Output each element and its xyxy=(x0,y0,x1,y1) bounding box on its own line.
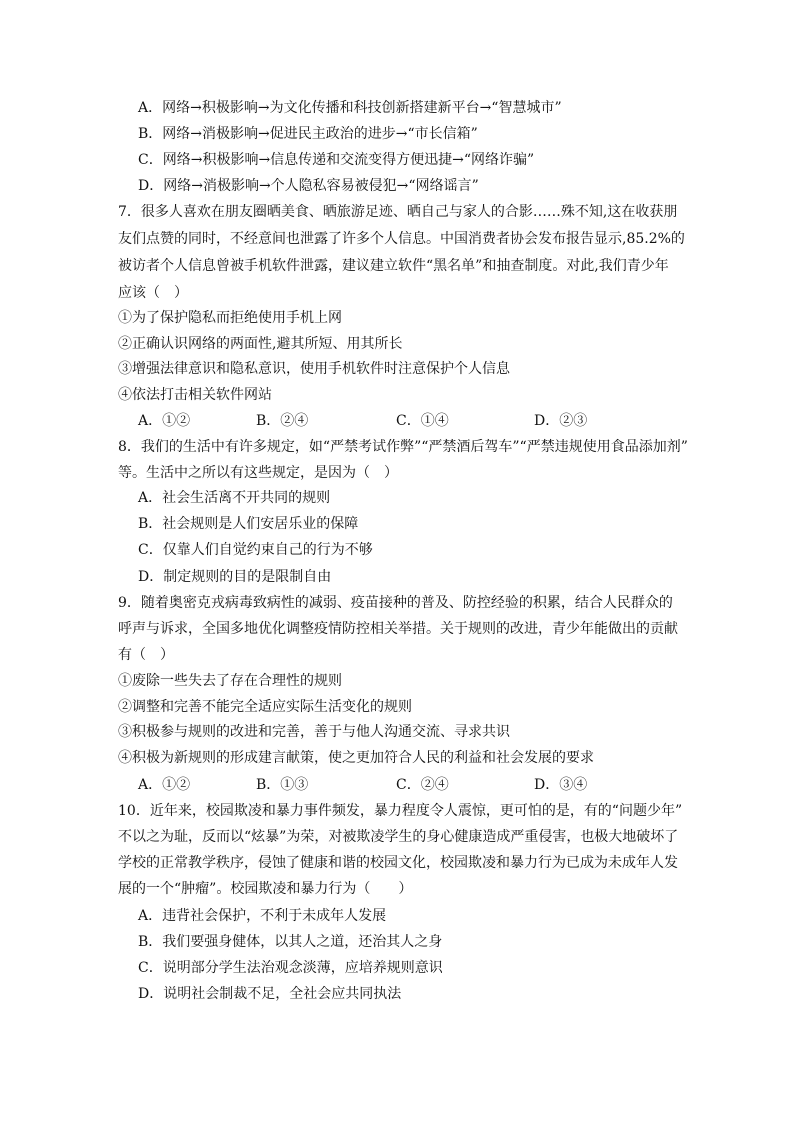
q10-option-b[interactable]: B．我们要强身健体，以其人之道，还治其人之身 xyxy=(138,934,443,950)
q7-item: ②正确认识网络的两面性,避其所短、用其所长 xyxy=(118,336,403,352)
q9-stem-line: 9．随着奥密克戎病毒致病性的减弱、疫苗接种的普及、防控经验的积累，结合人民群众的 xyxy=(118,595,673,611)
q8-option-b[interactable]: B．社会规则是人们安居乐业的保障 xyxy=(138,516,359,532)
q7-stem-line: 友们点赞的同时，不经意间也泄露了许多个人信息。中国消费者协会发布报告显示,85.2%的 xyxy=(118,231,685,247)
q10-option-a[interactable]: A．违背社会保护，不利于未成年人发展 xyxy=(138,908,387,924)
q9-item: ②调整和完善不能完全适应实际生活变化的规则 xyxy=(118,699,412,715)
q10-stem-line: 不以之为耻，反而以“炫暴”为荣，对被欺凌学生的身心健康造成严重侵害，也极大地破坏了 xyxy=(118,829,679,845)
q7-item: ①为了保护隐私而拒绝使用手机上网 xyxy=(118,310,342,326)
q8-option-a[interactable]: A．社会生活离不开共同的规则 xyxy=(138,490,331,506)
q9-stem-line: 有（ ） xyxy=(118,647,174,663)
q9-choice-d[interactable]: D．③④ xyxy=(534,777,588,793)
q9-choice-c[interactable]: C．②④ xyxy=(396,777,449,793)
q8-option-c[interactable]: C．仅靠人们自觉约束自己的行为不够 xyxy=(138,542,373,558)
q7-choice-b[interactable]: B．②④ xyxy=(256,413,309,429)
q6-option-a: A．网络→积极影响→为文化传播和科技创新搭建新平台→“智慧城市” xyxy=(138,100,562,116)
q7-stem-line: 应该（ ） xyxy=(118,285,188,301)
q10-stem-line: 展的一个“肿瘤”。校园欺凌和暴力行为（ ） xyxy=(118,881,413,897)
q9-item: ①废除一些失去了存在合理性的规则 xyxy=(118,673,342,689)
q10-option-d[interactable]: D．说明社会制裁不足，全社会应共同执法 xyxy=(138,986,402,1002)
q9-choice-a[interactable]: A．①② xyxy=(138,777,191,793)
q10-option-c[interactable]: C．说明部分学生法治观念淡薄，应培养规则意识 xyxy=(138,960,443,976)
q10-stem-line: 10．近年来，校园欺凌和暴力事件频发，暴力程度令人震惊，更可怕的是，有的“问题少年” xyxy=(118,803,683,819)
q9-item: ④积极为新规则的形成建言献策，使之更加符合人民的利益和社会发展的要求 xyxy=(118,750,594,766)
q7-item: ③增强法律意识和隐私意识，使用手机软件时注意保护个人信息 xyxy=(118,361,510,377)
q9-item: ③积极参与规则的改进和完善，善于与他人沟通交流、寻求共识 xyxy=(118,724,510,740)
q7-item: ④依法打击相关软件网站 xyxy=(118,387,272,403)
q6-option-c: C．网络→积极影响→信息传递和交流变得方便迅捷→“网络诈骗” xyxy=(138,152,535,168)
q7-choice-c[interactable]: C．①④ xyxy=(396,413,449,429)
q9-stem-line: 呼声与诉求，全国多地优化调整疫情防控相关举措。关于规则的改进，青少年能做出的贡献 xyxy=(118,621,678,637)
q8-stem-line: 8．我们的生活中有许多规定，如“严禁考试作弊”“严禁酒后驾车”“严禁违规使用食品添加剂” xyxy=(118,439,688,455)
q8-option-d[interactable]: D．制定规则的目的是限制自由 xyxy=(138,569,332,585)
q7-stem-line: 7．很多人喜欢在朋友圈晒美食、晒旅游足迹、晒自己与家人的合影……殊不知,这在收获朋 xyxy=(118,204,678,220)
q8-stem-line: 等。生活中之所以有这些规定，是因为（ ） xyxy=(118,465,398,481)
q10-stem-line: 学校的正常教学秩序，侵蚀了健康和谐的校园文化，校园欺凌和暴力行为已成为未成年人发 xyxy=(118,855,678,871)
q7-choice-d[interactable]: D．②③ xyxy=(534,413,588,429)
q6-option-d: D．网络→消极影响→个人隐私容易被侵犯→“网络谣言” xyxy=(138,178,479,194)
q7-choice-a[interactable]: A．①② xyxy=(138,413,191,429)
q6-option-b: B．网络→消极影响→促进民主政治的进步→“市长信箱” xyxy=(138,126,478,142)
q7-stem-line: 被访者个人信息曾被手机软件泄露，建议建立软件“黑名单”和抽查制度。对此,我们青少年 xyxy=(118,258,669,274)
q9-choice-b[interactable]: B．①③ xyxy=(256,777,309,793)
